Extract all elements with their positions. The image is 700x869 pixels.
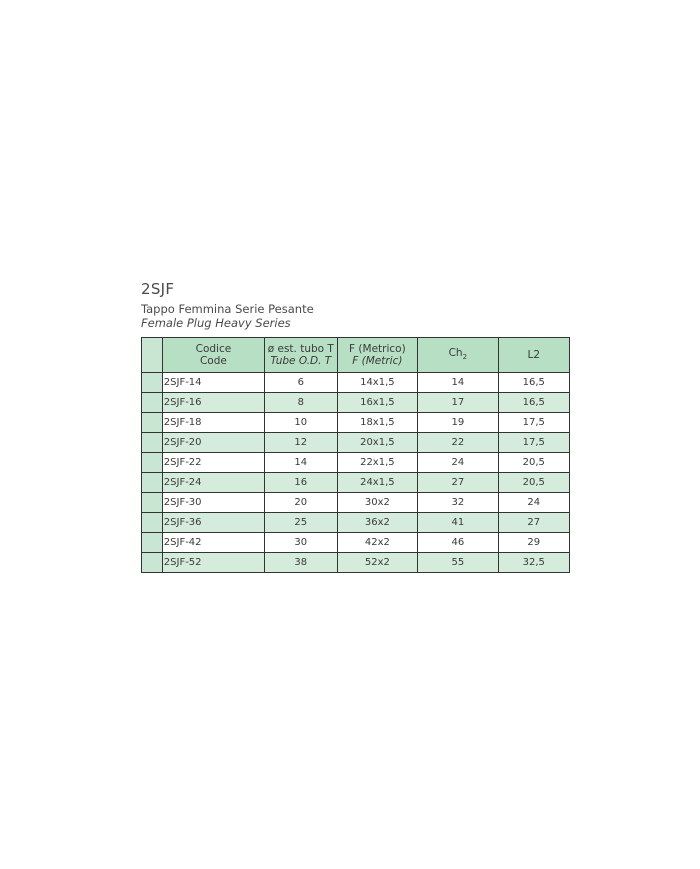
side-band-cell <box>142 533 163 553</box>
cell-tube-od: 30 <box>265 533 337 553</box>
table-header-row <box>142 338 570 373</box>
cell-tube-od: 38 <box>265 553 337 573</box>
cell-thread: 18x1,5 <box>337 413 418 433</box>
cell-l2: 17,5 <box>498 433 570 453</box>
cell-code: 2SJF-52 <box>162 553 264 573</box>
side-band-cell <box>142 453 163 473</box>
header-code-en: Code <box>199 355 227 367</box>
cell-l2: 16,5 <box>498 393 570 413</box>
header-code-it: Codice <box>195 343 232 355</box>
cell-tube-od: 8 <box>265 393 337 413</box>
table-row <box>142 453 570 473</box>
cell-code: 2SJF-18 <box>162 413 264 433</box>
cell-thread: 52x2 <box>337 553 418 573</box>
cell-ch2: 17 <box>418 393 498 413</box>
table-row <box>142 373 570 393</box>
header-thread <box>337 338 418 373</box>
cell-tube-od: 12 <box>265 433 337 453</box>
cell-thread: 36x2 <box>337 513 418 533</box>
header-ch-subscript: 2 <box>462 353 468 362</box>
cell-thread: 24x1,5 <box>337 473 418 493</box>
header-tube-od-en: Tube O.D. T <box>270 355 332 367</box>
cell-l2: 27 <box>498 513 570 533</box>
side-band-cell <box>142 433 163 453</box>
cell-l2: 20,5 <box>498 453 570 473</box>
cell-tube-od: 20 <box>265 493 337 513</box>
header-ch-label: Ch <box>448 346 463 359</box>
cell-ch2: 27 <box>418 473 498 493</box>
product-subtitle-italian: Tappo Femmina Serie Pesante <box>141 302 314 316</box>
header-tube-od <box>265 338 337 373</box>
cell-code: 2SJF-42 <box>162 533 264 553</box>
cell-tube-od: 14 <box>265 453 337 473</box>
header-l2 <box>498 338 570 373</box>
cell-ch2: 41 <box>418 513 498 533</box>
cell-l2: 17,5 <box>498 413 570 433</box>
cell-l2: 20,5 <box>498 473 570 493</box>
table-row <box>142 433 570 453</box>
header-ch2 <box>418 338 498 373</box>
product-heading <box>141 281 571 330</box>
cell-tube-od: 6 <box>265 373 337 393</box>
cell-thread: 16x1,5 <box>337 393 418 413</box>
table-row <box>142 473 570 493</box>
table-row <box>142 553 570 573</box>
cell-tube-od: 16 <box>265 473 337 493</box>
table-row <box>142 413 570 433</box>
side-band-cell <box>142 513 163 533</box>
side-band-cell <box>142 373 163 393</box>
cell-ch2: 19 <box>418 413 498 433</box>
header-code <box>162 338 264 373</box>
cell-thread: 22x1,5 <box>337 453 418 473</box>
cell-ch2: 46 <box>418 533 498 553</box>
cell-ch2: 55 <box>418 553 498 573</box>
cell-code: 2SJF-14 <box>162 373 264 393</box>
table-row <box>142 533 570 553</box>
cell-l2: 32,5 <box>498 553 570 573</box>
side-band-cell <box>142 393 163 413</box>
header-tube-od-it: ø est. tubo T <box>267 343 334 355</box>
cell-thread: 30x2 <box>337 493 418 513</box>
cell-l2: 24 <box>498 493 570 513</box>
cell-tube-od: 10 <box>265 413 337 433</box>
header-thread-it: F (Metrico) <box>349 343 406 355</box>
side-band-cell <box>142 473 163 493</box>
cell-code: 2SJF-22 <box>162 453 264 473</box>
table-row <box>142 513 570 533</box>
side-band-cell <box>142 553 163 573</box>
cell-ch2: 24 <box>418 453 498 473</box>
side-band <box>142 338 163 373</box>
header-thread-en: F (Metric) <box>352 355 403 367</box>
spec-table <box>141 337 570 573</box>
cell-code: 2SJF-20 <box>162 433 264 453</box>
cell-code: 2SJF-24 <box>162 473 264 493</box>
product-subtitle-english: Female Plug Heavy Series <box>141 316 291 330</box>
cell-ch2: 14 <box>418 373 498 393</box>
cell-code: 2SJF-36 <box>162 513 264 533</box>
cell-code: 2SJF-30 <box>162 493 264 513</box>
product-code-title: 2SJF <box>141 280 175 298</box>
cell-ch2: 22 <box>418 433 498 453</box>
cell-thread: 20x1,5 <box>337 433 418 453</box>
side-band-cell <box>142 493 163 513</box>
header-l2-label: L2 <box>527 349 541 361</box>
cell-thread: 14x1,5 <box>337 373 418 393</box>
cell-l2: 16,5 <box>498 373 570 393</box>
cell-tube-od: 25 <box>265 513 337 533</box>
side-band-cell <box>142 413 163 433</box>
table-row <box>142 493 570 513</box>
table-row <box>142 393 570 413</box>
cell-l2: 29 <box>498 533 570 553</box>
cell-thread: 42x2 <box>337 533 418 553</box>
cell-ch2: 32 <box>418 493 498 513</box>
cell-code: 2SJF-16 <box>162 393 264 413</box>
